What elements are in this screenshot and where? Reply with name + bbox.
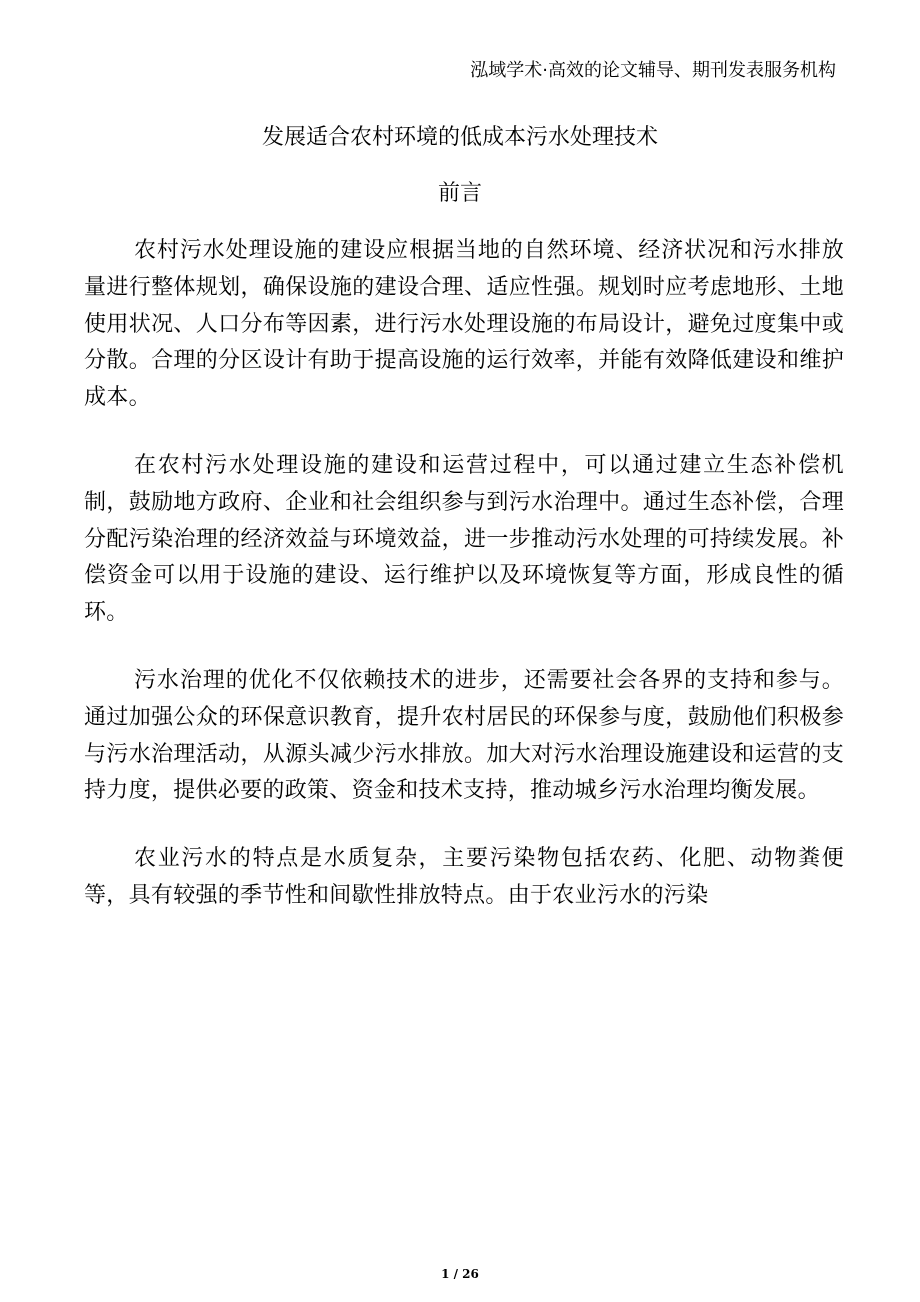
paragraph: 污水治理的优化不仅依赖技术的进步，还需要社会各界的支持和参与。通过加强公众的环保意识教育，提升农村居民的环保参与度，鼓励他们积极参与污水治理活动，从源头减少污水排放。加大对污水治理设施建设和运营的支持力度，提供必要的政策、资金和技术支持，推动城乡污水治理均衡发展。: [84, 667, 844, 804]
section-heading: 前言: [437, 181, 482, 206]
document-title: 发展适合农村环境的低成本污水处理技术: [261, 125, 658, 150]
header-note: 泓域学术·高效的论文辅导、期刊发表服务机构: [470, 60, 836, 81]
paragraph: 在农村污水处理设施的建设和运营过程中，可以通过建立生态补偿机制，鼓励地方政府、企业和社会组织参与到污水治理中。通过生态补偿，合理分配污染治理的经济效益与环境效益，进一步推动污水处理的可持续发展。补偿资金可以用于设施的建设、运行维护以及环境恢复等方面，形成良性的循环。: [84, 452, 844, 626]
paragraph: 农业污水的特点是水质复杂，主要污染物包括农药、化肥、动物粪便等，具有较强的季节性和间歇性排放特点。由于农业污水的污染: [84, 846, 844, 908]
body-text: [84, 233, 844, 946]
page-number: 1 / 26: [441, 1267, 479, 1281]
paragraph: 农村污水处理设施的建设应根据当地的自然环境、经济状况和污水排放量进行整体规划，确保设施的建设合理、适应性强。规划时应考虑地形、土地使用状况、人口分布等因素，进行污水处理设施的布局设计，避免过度集中或分散。合理的分区设计有助于提高设施的运行效率，并能有效降低建设和维护成本。: [84, 238, 844, 411]
